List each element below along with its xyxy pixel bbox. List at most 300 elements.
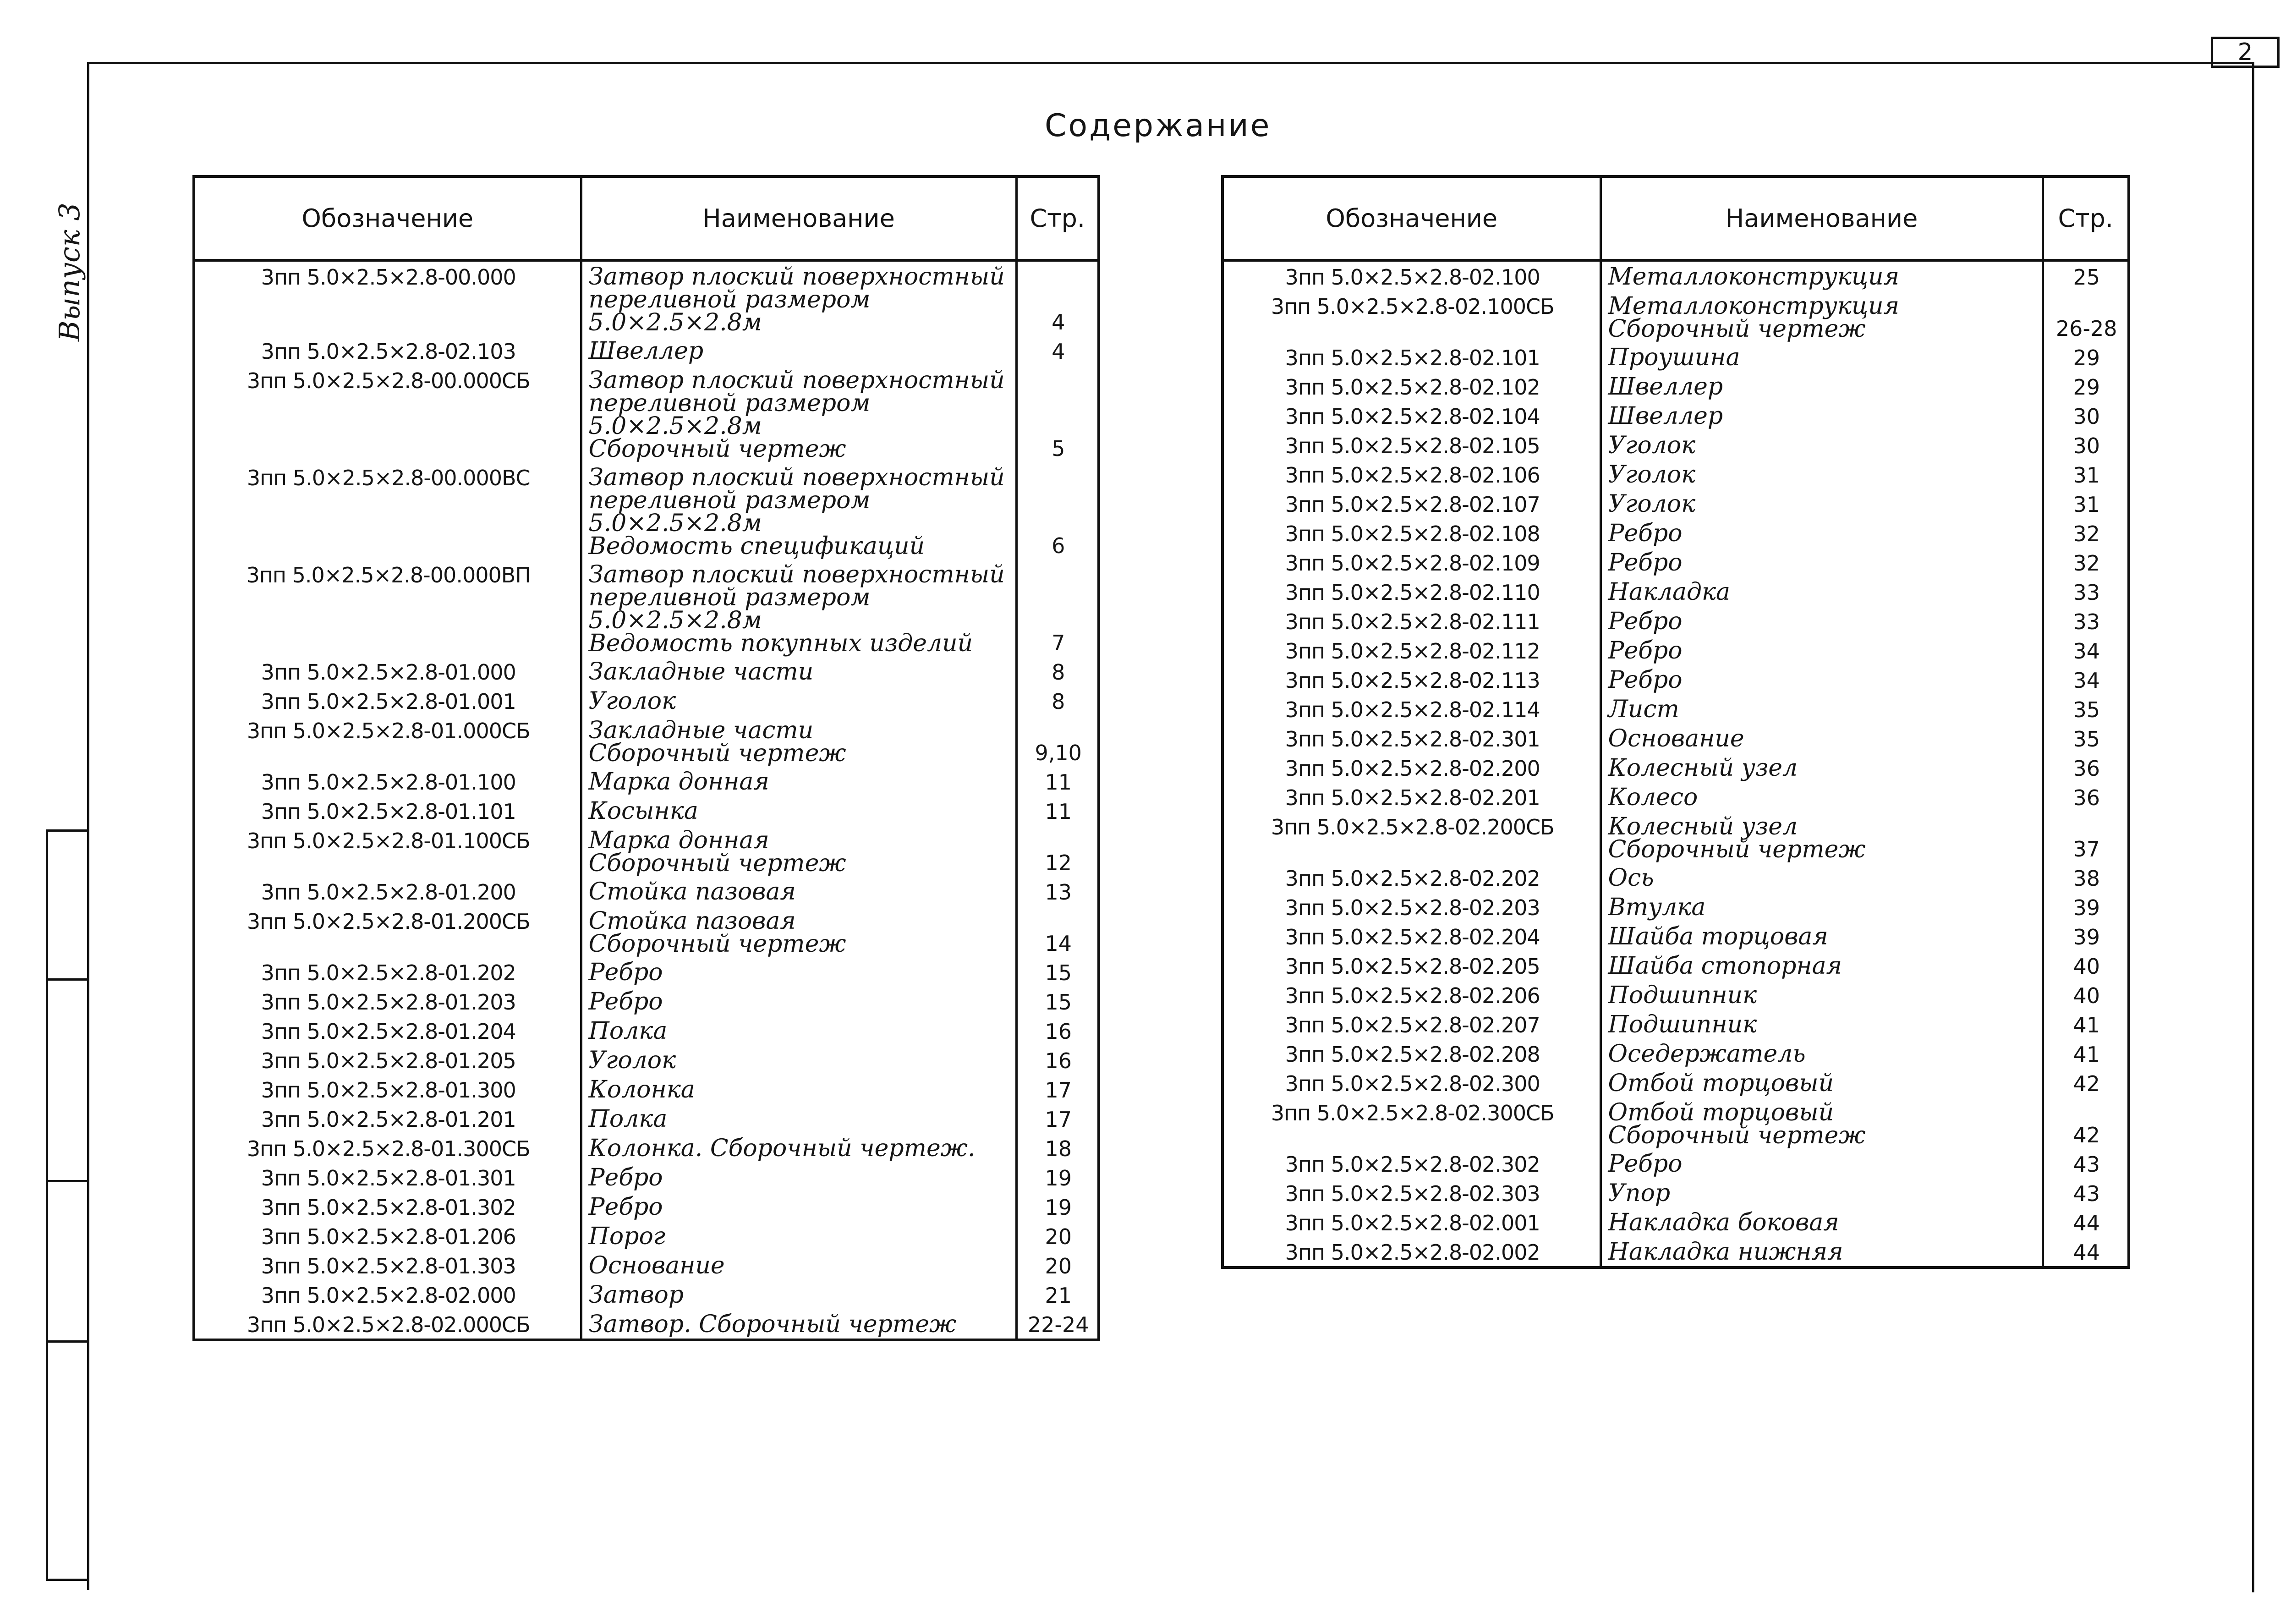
table-row bbox=[194, 657, 1099, 686]
row-name: Упор bbox=[1608, 1180, 1671, 1207]
row-code: 3пп 5.0×2.5×2.8-02.303 bbox=[1285, 1181, 1540, 1206]
cell-code bbox=[1222, 636, 1600, 665]
issue-caption: Выпуск 3 bbox=[53, 203, 86, 341]
table-row bbox=[1222, 372, 2129, 401]
row-page: 39 bbox=[2073, 895, 2100, 920]
row-name: Закладные части bbox=[588, 658, 814, 686]
row-name: Ось bbox=[1608, 864, 1654, 892]
cell-page bbox=[1016, 957, 1099, 987]
table-row bbox=[194, 560, 1099, 657]
cell-code bbox=[194, 336, 581, 365]
cell-code bbox=[1222, 1097, 1600, 1149]
cell-name bbox=[581, 1309, 1016, 1340]
table-row bbox=[194, 906, 1099, 957]
table-row bbox=[194, 767, 1099, 796]
table-row bbox=[194, 877, 1099, 906]
cell-page bbox=[1016, 796, 1099, 825]
row-code: 3пп 5.0×2.5×2.8-02.200СБ bbox=[1271, 815, 1554, 839]
cell-name bbox=[1600, 980, 2043, 1010]
row-code: 3пп 5.0×2.5×2.8-02.103 bbox=[261, 339, 516, 364]
cell-code bbox=[194, 462, 581, 560]
cell-name bbox=[581, 260, 1016, 336]
row-code: 3пп 5.0×2.5×2.8-02.000 bbox=[261, 1283, 516, 1308]
table-row bbox=[1222, 401, 2129, 430]
cell-code bbox=[1222, 753, 1600, 782]
cell-page bbox=[1016, 336, 1099, 365]
cell-code bbox=[1222, 577, 1600, 606]
cell-name bbox=[581, 877, 1016, 906]
row-page: 20 bbox=[1045, 1254, 1072, 1278]
cell-page bbox=[1016, 1251, 1099, 1280]
cell-page bbox=[2043, 1237, 2129, 1267]
cell-name bbox=[1600, 694, 2043, 724]
row-page: 13 bbox=[1045, 880, 1072, 905]
cell-page bbox=[2043, 922, 2129, 951]
cell-page bbox=[2043, 577, 2129, 606]
table-header-row bbox=[194, 176, 1099, 260]
contents-table-right bbox=[1221, 175, 2130, 1269]
row-page: 32 bbox=[2073, 551, 2100, 576]
row-name: Стойка пазовая bbox=[588, 878, 796, 905]
cell-code bbox=[194, 957, 581, 987]
row-page: 36 bbox=[2073, 756, 2100, 781]
row-name: Подшипник bbox=[1608, 982, 1757, 1009]
table-row bbox=[1222, 951, 2129, 980]
cell-name bbox=[581, 560, 1016, 657]
cell-page bbox=[1016, 987, 1099, 1016]
row-code: 3пп 5.0×2.5×2.8-02.300СБ bbox=[1271, 1101, 1554, 1125]
row-code: 3пп 5.0×2.5×2.8-01.001 bbox=[261, 689, 516, 714]
cell-name bbox=[1600, 665, 2043, 694]
table-row bbox=[194, 1280, 1099, 1309]
row-name: Ребро bbox=[588, 1164, 663, 1191]
row-page: 44 bbox=[2073, 1211, 2100, 1235]
cell-code bbox=[1222, 518, 1600, 548]
cell-page bbox=[2043, 460, 2129, 489]
row-name: Проушина bbox=[1608, 344, 1740, 371]
row-page: 9,10 bbox=[1035, 741, 1082, 765]
cell-code bbox=[194, 1280, 581, 1309]
row-page: 33 bbox=[2073, 609, 2100, 634]
cell-code bbox=[1222, 694, 1600, 724]
cell-name bbox=[1600, 342, 2043, 372]
cell-page bbox=[2043, 260, 2129, 291]
row-code: 3пп 5.0×2.5×2.8-02.107 bbox=[1285, 492, 1540, 517]
cell-page bbox=[2043, 372, 2129, 401]
cell-page bbox=[2043, 812, 2129, 863]
row-page: 17 bbox=[1045, 1078, 1072, 1103]
cell-page bbox=[2043, 548, 2129, 577]
page-number: 2 bbox=[2211, 37, 2280, 68]
row-code: 3пп 5.0×2.5×2.8-00.000ВП bbox=[246, 563, 531, 587]
cell-code bbox=[1222, 665, 1600, 694]
row-page: 34 bbox=[2073, 668, 2100, 693]
row-name: Стойка пазовая Сборочный чертеж bbox=[588, 907, 846, 958]
row-name: Накладка боковая bbox=[1608, 1209, 1839, 1236]
row-code: 3пп 5.0×2.5×2.8-02.205 bbox=[1285, 954, 1540, 979]
cell-page bbox=[1016, 686, 1099, 715]
cell-page bbox=[2043, 518, 2129, 548]
cell-code bbox=[194, 1192, 581, 1221]
cell-name bbox=[581, 796, 1016, 825]
cell-name bbox=[1600, 1237, 2043, 1267]
row-code: 3пп 5.0×2.5×2.8-01.101 bbox=[261, 799, 516, 824]
cell-name bbox=[1600, 636, 2043, 665]
row-code: 3пп 5.0×2.5×2.8-02.101 bbox=[1285, 346, 1540, 370]
row-name: Оседержатель bbox=[1608, 1040, 1806, 1068]
row-name: Ребро bbox=[1608, 549, 1683, 576]
cell-code bbox=[194, 686, 581, 715]
cell-page bbox=[2043, 1178, 2129, 1207]
row-code: 3пп 5.0×2.5×2.8-02.102 bbox=[1285, 375, 1540, 400]
cell-code bbox=[1222, 489, 1600, 518]
cell-page bbox=[1016, 1309, 1099, 1340]
row-page: 21 bbox=[1045, 1283, 1072, 1308]
cell-name bbox=[1600, 260, 2043, 291]
cell-name bbox=[1600, 753, 2043, 782]
cell-page bbox=[2043, 1149, 2129, 1178]
row-name: Закладные части Сборочный чертеж bbox=[588, 717, 846, 767]
table-row bbox=[194, 957, 1099, 987]
cell-name bbox=[581, 1075, 1016, 1104]
cell-page bbox=[1016, 365, 1099, 462]
row-name: Основание bbox=[1608, 725, 1744, 752]
cell-name bbox=[1600, 892, 2043, 922]
cell-name bbox=[581, 1280, 1016, 1309]
cell-code bbox=[1222, 460, 1600, 489]
row-name: Накладка нижняя bbox=[1608, 1238, 1843, 1266]
cell-name bbox=[581, 987, 1016, 1016]
cell-code bbox=[194, 260, 581, 336]
row-code: 3пп 5.0×2.5×2.8-02.104 bbox=[1285, 404, 1540, 429]
row-name: Уголок bbox=[1608, 461, 1696, 488]
cell-name bbox=[1600, 606, 2043, 636]
row-page: 35 bbox=[2073, 697, 2100, 722]
table-row bbox=[1222, 753, 2129, 782]
table-row bbox=[1222, 518, 2129, 548]
cell-name bbox=[1600, 1149, 2043, 1178]
cell-name bbox=[1600, 291, 2043, 342]
cell-page bbox=[1016, 1045, 1099, 1075]
row-name: Лист bbox=[1608, 696, 1679, 723]
cell-page bbox=[1016, 1133, 1099, 1163]
row-code: 3пп 5.0×2.5×2.8-01.300 bbox=[261, 1078, 516, 1103]
cell-name bbox=[1600, 724, 2043, 753]
column-header-designation: Обозначение bbox=[194, 176, 581, 260]
row-name: Порог bbox=[588, 1223, 666, 1250]
cell-page bbox=[2043, 430, 2129, 460]
cell-name bbox=[581, 906, 1016, 957]
table-row bbox=[1222, 782, 2129, 812]
row-name: Полка bbox=[588, 1017, 668, 1045]
cell-code bbox=[194, 365, 581, 462]
row-page: 22-24 bbox=[1027, 1312, 1089, 1337]
row-code: 3пп 5.0×2.5×2.8-01.301 bbox=[261, 1166, 516, 1191]
cell-page bbox=[2043, 694, 2129, 724]
cell-code bbox=[1222, 892, 1600, 922]
cell-page bbox=[2043, 342, 2129, 372]
row-name: Марка донная bbox=[588, 768, 769, 796]
table-row bbox=[1222, 606, 2129, 636]
cell-code bbox=[1222, 812, 1600, 863]
cell-page bbox=[2043, 1068, 2129, 1097]
approval-strip bbox=[46, 829, 89, 1581]
cell-code bbox=[194, 1133, 581, 1163]
table-row bbox=[1222, 1010, 2129, 1039]
row-page: 25 bbox=[2073, 265, 2100, 290]
cell-name bbox=[1600, 1178, 2043, 1207]
cell-name bbox=[581, 825, 1016, 877]
row-code: 3пп 5.0×2.5×2.8-01.303 bbox=[261, 1254, 516, 1278]
cell-code bbox=[194, 715, 581, 767]
row-code: 3пп 5.0×2.5×2.8-02.100СБ bbox=[1271, 294, 1554, 319]
row-code: 3пп 5.0×2.5×2.8-02.002 bbox=[1285, 1240, 1540, 1265]
cell-name bbox=[1600, 372, 2043, 401]
row-name: Ребро bbox=[1608, 637, 1683, 664]
row-code: 3пп 5.0×2.5×2.8-02.113 bbox=[1285, 668, 1540, 693]
cell-code bbox=[1222, 863, 1600, 892]
cell-name bbox=[581, 657, 1016, 686]
row-page: 40 bbox=[2073, 954, 2100, 979]
row-page: 16 bbox=[1045, 1019, 1072, 1044]
cell-page bbox=[2043, 980, 2129, 1010]
cell-page bbox=[1016, 1163, 1099, 1192]
row-code: 3пп 5.0×2.5×2.8-01.000 bbox=[261, 660, 516, 685]
row-name: Затвор плоский поверхностный переливной размером 5.0×2.5×2.8м bbox=[588, 263, 1005, 336]
table-row bbox=[194, 1133, 1099, 1163]
cell-page bbox=[2043, 753, 2129, 782]
cell-page bbox=[2043, 665, 2129, 694]
row-code: 3пп 5.0×2.5×2.8-02.206 bbox=[1285, 983, 1540, 1008]
row-page: 30 bbox=[2073, 404, 2100, 429]
table-row bbox=[194, 715, 1099, 767]
row-code: 3пп 5.0×2.5×2.8-02.202 bbox=[1285, 866, 1540, 891]
row-page: 34 bbox=[2073, 639, 2100, 664]
cell-code bbox=[1222, 430, 1600, 460]
row-name: Швеллер bbox=[1608, 402, 1723, 430]
row-page: 6 bbox=[1052, 533, 1065, 558]
row-name: Отбой торцовый Сборочный чертеж bbox=[1608, 1099, 1866, 1149]
cell-name bbox=[1600, 863, 2043, 892]
cell-code bbox=[1222, 1010, 1600, 1039]
column-header-name: Наименование bbox=[581, 176, 1016, 260]
row-name: Уголок bbox=[1608, 490, 1696, 518]
cell-page bbox=[1016, 1075, 1099, 1104]
cell-page bbox=[2043, 892, 2129, 922]
row-code: 3пп 5.0×2.5×2.8-01.200СБ bbox=[247, 909, 530, 934]
cell-page bbox=[2043, 1207, 2129, 1237]
cell-code bbox=[1222, 401, 1600, 430]
row-code: 3пп 5.0×2.5×2.8-01.202 bbox=[261, 960, 516, 985]
row-page: 39 bbox=[2073, 925, 2100, 949]
cell-code bbox=[1222, 548, 1600, 577]
cell-code bbox=[194, 767, 581, 796]
row-page: 41 bbox=[2073, 1042, 2100, 1067]
column-header-page: Стр. bbox=[2043, 176, 2129, 260]
row-name: Отбой торцовый bbox=[1608, 1070, 1834, 1097]
row-code: 3пп 5.0×2.5×2.8-01.300СБ bbox=[247, 1136, 530, 1161]
table-row bbox=[1222, 460, 2129, 489]
table-row bbox=[194, 796, 1099, 825]
row-code: 3пп 5.0×2.5×2.8-02.000СБ bbox=[247, 1312, 530, 1337]
table-row bbox=[1222, 577, 2129, 606]
table-row bbox=[194, 336, 1099, 365]
row-name: Уголок bbox=[588, 687, 676, 715]
row-name: Металлоконструкция Сборочный чертеж bbox=[1608, 292, 1900, 343]
table-row bbox=[194, 1251, 1099, 1280]
row-page: 30 bbox=[2073, 433, 2100, 458]
row-page: 7 bbox=[1052, 631, 1065, 655]
row-name: Ребро bbox=[588, 988, 663, 1015]
row-code: 3пп 5.0×2.5×2.8-02.108 bbox=[1285, 521, 1540, 546]
cell-name bbox=[581, 365, 1016, 462]
strip-divider bbox=[48, 978, 89, 981]
row-page: 41 bbox=[2073, 1013, 2100, 1037]
cell-page bbox=[1016, 1016, 1099, 1045]
cell-page bbox=[2043, 636, 2129, 665]
cell-page bbox=[2043, 291, 2129, 342]
cell-code bbox=[1222, 291, 1600, 342]
table-row bbox=[1222, 1039, 2129, 1068]
cell-name bbox=[581, 1192, 1016, 1221]
cell-name bbox=[1600, 548, 2043, 577]
cell-code bbox=[1222, 1039, 1600, 1068]
row-code: 3пп 5.0×2.5×2.8-01.204 bbox=[261, 1019, 516, 1044]
cell-name bbox=[581, 1045, 1016, 1075]
row-name: Затвор bbox=[588, 1281, 684, 1309]
table-row bbox=[1222, 548, 2129, 577]
row-page: 8 bbox=[1052, 689, 1065, 714]
cell-name bbox=[1600, 401, 2043, 430]
table-row bbox=[194, 1075, 1099, 1104]
row-page: 29 bbox=[2073, 375, 2100, 400]
cell-code bbox=[194, 906, 581, 957]
column-header-page: Стр. bbox=[1016, 176, 1099, 260]
cell-page bbox=[2043, 489, 2129, 518]
page-title: Содержание bbox=[1045, 108, 1272, 144]
table-row bbox=[194, 825, 1099, 877]
table-row bbox=[1222, 665, 2129, 694]
table-row bbox=[1222, 812, 2129, 863]
contents-table-left bbox=[192, 175, 1100, 1341]
cell-code bbox=[194, 1221, 581, 1251]
row-page: 4 bbox=[1052, 310, 1065, 335]
cell-name bbox=[581, 1221, 1016, 1251]
row-page: 14 bbox=[1045, 931, 1072, 956]
row-page: 16 bbox=[1045, 1048, 1072, 1073]
row-name: Затвор плоский поверхностный переливной размером 5.0×2.5×2.8м Сборочный чертеж bbox=[588, 367, 1005, 463]
contents-rows-left bbox=[194, 260, 1099, 1340]
row-name: Ребро bbox=[588, 1193, 663, 1221]
row-name: Металлоконструкция bbox=[1608, 263, 1900, 291]
table-row bbox=[1222, 1149, 2129, 1178]
cell-page bbox=[2043, 401, 2129, 430]
cell-code bbox=[194, 657, 581, 686]
cell-name bbox=[581, 1251, 1016, 1280]
cell-page bbox=[1016, 1104, 1099, 1133]
row-name: Затвор. Сборочный чертеж bbox=[588, 1311, 957, 1338]
strip-divider bbox=[48, 1340, 89, 1343]
cell-page bbox=[1016, 767, 1099, 796]
table-row bbox=[1222, 863, 2129, 892]
row-name: Шайба торцовая bbox=[1608, 923, 1828, 950]
row-page: 19 bbox=[1045, 1166, 1072, 1191]
row-page: 43 bbox=[2073, 1181, 2100, 1206]
cell-name bbox=[1600, 1068, 2043, 1097]
row-page: 12 bbox=[1045, 850, 1072, 875]
cell-name bbox=[1600, 951, 2043, 980]
row-code: 3пп 5.0×2.5×2.8-01.000СБ bbox=[247, 719, 530, 743]
cell-name bbox=[581, 957, 1016, 987]
cell-page bbox=[1016, 1221, 1099, 1251]
row-page: 17 bbox=[1045, 1107, 1072, 1132]
cell-page bbox=[1016, 715, 1099, 767]
row-page: 42 bbox=[2073, 1123, 2100, 1147]
cell-code bbox=[1222, 342, 1600, 372]
cell-name bbox=[581, 1104, 1016, 1133]
table-row bbox=[194, 1045, 1099, 1075]
cell-page bbox=[1016, 560, 1099, 657]
row-code: 3пп 5.0×2.5×2.8-01.100 bbox=[261, 770, 516, 795]
row-page: 38 bbox=[2073, 866, 2100, 891]
cell-name bbox=[1600, 460, 2043, 489]
table-row bbox=[1222, 922, 2129, 951]
table-row bbox=[194, 462, 1099, 560]
row-code: 3пп 5.0×2.5×2.8-02.302 bbox=[1285, 1152, 1540, 1177]
row-page: 43 bbox=[2073, 1152, 2100, 1177]
table-row bbox=[1222, 1097, 2129, 1149]
row-code: 3пп 5.0×2.5×2.8-02.200 bbox=[1285, 756, 1540, 781]
cell-code bbox=[1222, 260, 1600, 291]
row-page: 35 bbox=[2073, 727, 2100, 752]
cell-code bbox=[1222, 1207, 1600, 1237]
table-header-row bbox=[1222, 176, 2129, 260]
row-page: 4 bbox=[1052, 339, 1065, 364]
row-name: Ребро bbox=[1608, 520, 1683, 547]
row-code: 3пп 5.0×2.5×2.8-01.201 bbox=[261, 1107, 516, 1132]
cell-name bbox=[581, 462, 1016, 560]
row-name: Ребро bbox=[588, 959, 663, 986]
row-code: 3пп 5.0×2.5×2.8-02.207 bbox=[1285, 1013, 1540, 1037]
cell-name bbox=[581, 336, 1016, 365]
cell-name bbox=[581, 767, 1016, 796]
row-code: 3пп 5.0×2.5×2.8-01.302 bbox=[261, 1195, 516, 1220]
cell-code bbox=[194, 1045, 581, 1075]
cell-page bbox=[2043, 606, 2129, 636]
row-code: 3пп 5.0×2.5×2.8-01.100СБ bbox=[247, 828, 530, 853]
row-page: 26-28 bbox=[2055, 316, 2117, 341]
table-row bbox=[194, 1192, 1099, 1221]
cell-code bbox=[194, 987, 581, 1016]
cell-code bbox=[1222, 1149, 1600, 1178]
row-code: 3пп 5.0×2.5×2.8-02.201 bbox=[1285, 785, 1540, 810]
cell-code bbox=[1222, 606, 1600, 636]
cell-page bbox=[1016, 906, 1099, 957]
cell-page bbox=[2043, 1010, 2129, 1039]
row-code: 3пп 5.0×2.5×2.8-01.206 bbox=[261, 1224, 516, 1249]
cell-page bbox=[2043, 1039, 2129, 1068]
row-name: Втулка bbox=[1608, 894, 1706, 921]
cell-code bbox=[194, 877, 581, 906]
column-header-name: Наименование bbox=[1600, 176, 2043, 260]
table-row bbox=[194, 987, 1099, 1016]
cell-name bbox=[1600, 1207, 2043, 1237]
table-row bbox=[1222, 980, 2129, 1010]
row-code: 3пп 5.0×2.5×2.8-01.205 bbox=[261, 1048, 516, 1073]
cell-page bbox=[2043, 951, 2129, 980]
cell-name bbox=[1600, 1039, 2043, 1068]
cell-page bbox=[1016, 260, 1099, 336]
